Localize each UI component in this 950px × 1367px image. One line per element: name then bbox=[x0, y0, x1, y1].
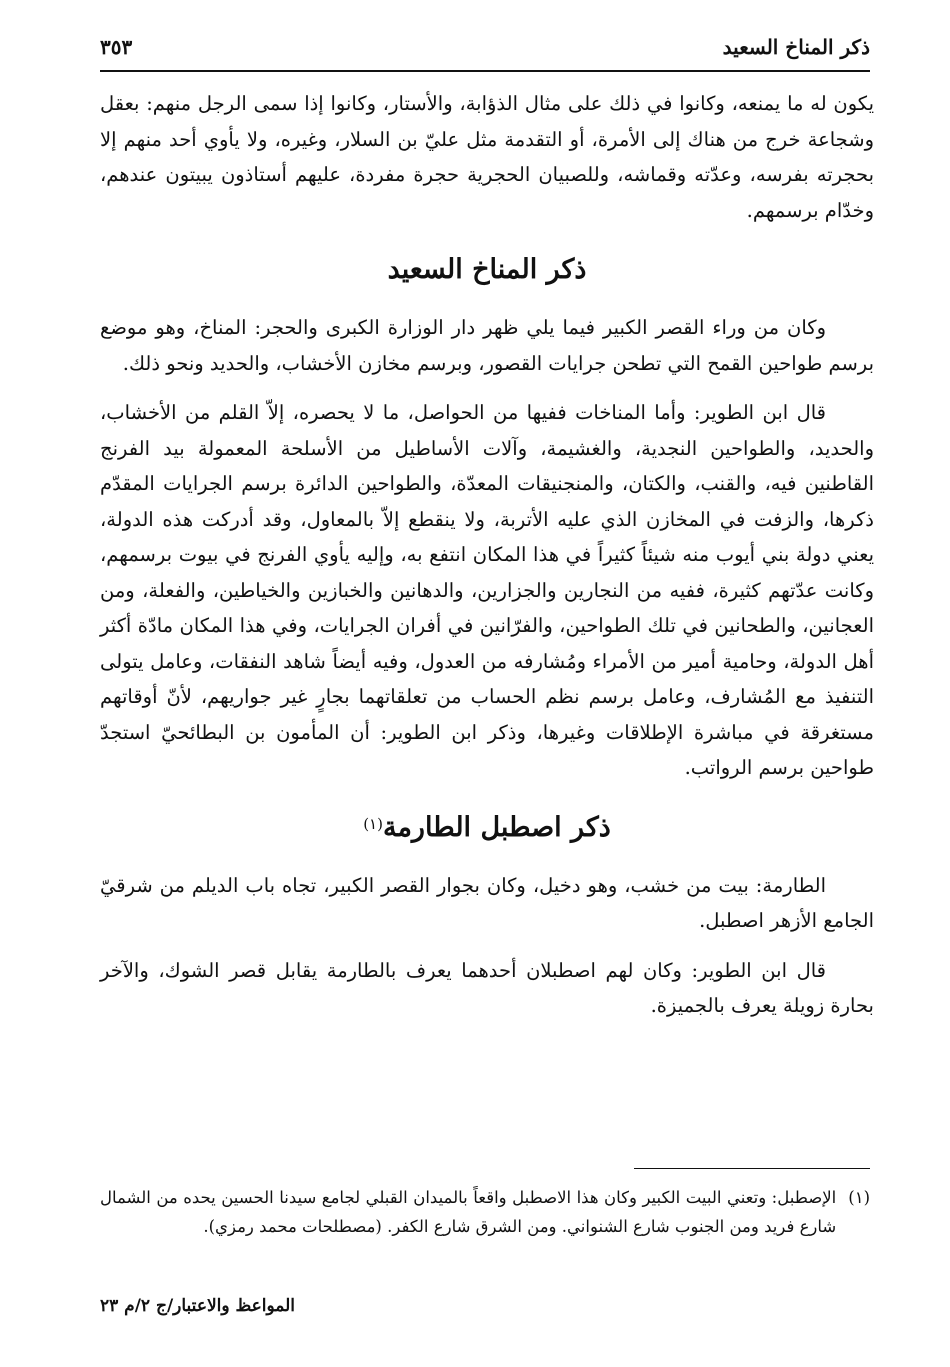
running-head-title: ذكر المناخ السعيد bbox=[722, 35, 870, 59]
header-rule bbox=[100, 70, 870, 72]
paragraph-ibn-tuwayr-manakh: قال ابن الطوير: وأما المناخات ففيها من الحواصل، ما لا يحصره، إلاّ القلم من الأخشاب، والحديد، والطواحين النجدية، والغشيمة، وآلات الأساطيل من الأسلحة المعمولة بيد الفرنج القاطنين فيه، والقنب، والكتان، والمنجنيقات المعدّة، والطواحين الدائرة برسم الجرايات المقدّم ذكرها، والزفت في المخازن الذي عليه الأتربة، ولا ينقطع إلاّ بالمعاول، وقد أدركت هذه الدولة، يعني دولة بني أيوب منه شيئاً كثيراً في هذا المكان انتفع به، وإليه يأوي الفرنج في بيوت برسمهم، وكانت عدّتهم كثيرة، ففيه من النجارين والجزارين، والدهانين والخبازين والخياطين، والفعلة، ومن العجانين، والطحانين في تلك الطواحين، والفرّانين في أفران الجرايات، وفي هذا المكان مادّة أكثر أهل الدولة، وحامية أمير من الأمراء ومُشارفه من العدول، وفيه أيضاً شاهد النفقات، وعامل يتولى التنفيذ مع المُشارف، وعامل برسم نظم الحساب من تعلقاتهما بجارٍ غير جواريهم، لأنّ أوقاتهم مستغرقة في مباشرة الإطلاقات وغيرها، وذكر ابن الطوير: أن المأمون بن البطائحيّ استجدّ طواحين برسم الرواتب. bbox=[100, 401, 874, 779]
footnote-reference: (١) bbox=[363, 814, 383, 833]
footnote-rule bbox=[634, 1168, 870, 1169]
printer-signature: المواعظ والاعتبار/ج ٢/م ٢٣ bbox=[100, 1296, 296, 1316]
footnote-text: الإصطبل: وتعني البيت الكبير وكان هذا الاصطبل واقعاً بالميدان القبلي لجامع سيدنا الحسين يحده من الشمال شارع فريد ومن الجنوب شارع الشنواني. ومن الشرق شارع الكفر. (مصطلحات محمد رمزي). bbox=[100, 1188, 837, 1236]
section-heading-tarima-text: ذكر اصطبل الطارمة bbox=[382, 811, 611, 843]
paragraph-continued: يكون له ما يمنعه، وكانوا في ذلك على مثال الذؤابة، والأستار، وكانوا إذا سمى الرجل منهم: بعقل وشجاعة خرج من هناك إلى الأمرة، أو التقدمة مثل عليّ بن السلار، وغيره، ولا يأوي أحد منهم إلا بحجرته بفرسه، وعدّته وقماشه، وللصبيان الحجرية حجرة مفردة، عليهم أستاذون يبيتون عندهم، وخدّام برسمهم. bbox=[100, 92, 874, 222]
paragraph-manakh-intro: وكان من وراء القصر الكبير فيما يلي ظهر دار الوزارة الكبرى والحجر: المناخ، وهو موضع برسم طواحين القمح التي تطحن جرايات القصور، وبرسم مخازن الأخشاب، والحديد ونحو ذلك. bbox=[100, 316, 874, 375]
footnote bbox=[100, 1183, 870, 1241]
section-heading-manakh bbox=[100, 250, 874, 290]
main-text bbox=[100, 86, 874, 1024]
footnote-mark: (١) bbox=[848, 1188, 870, 1207]
page-number: ٣٥٣ bbox=[100, 35, 133, 59]
section-heading-manakh-text: ذكر المناخ السعيد bbox=[387, 254, 587, 285]
section-heading-tarima bbox=[100, 808, 874, 848]
paragraph-ibn-tuwayr-stables: قال ابن الطوير: وكان لهم اصطبلان أحدهما يعرف بالطارمة يقابل قصر الشوك، والآخر بحارة زويلة يعرف بالجميزة. bbox=[100, 958, 874, 1017]
paragraph-tarima-definition: الطارمة: بيت من خشب، وهو دخيل، وكان بجوار القصر الكبير، تجاه باب الديلم من شرقيّ الجامع الأزهر اصطبل. bbox=[100, 873, 874, 932]
running-head bbox=[100, 30, 870, 64]
